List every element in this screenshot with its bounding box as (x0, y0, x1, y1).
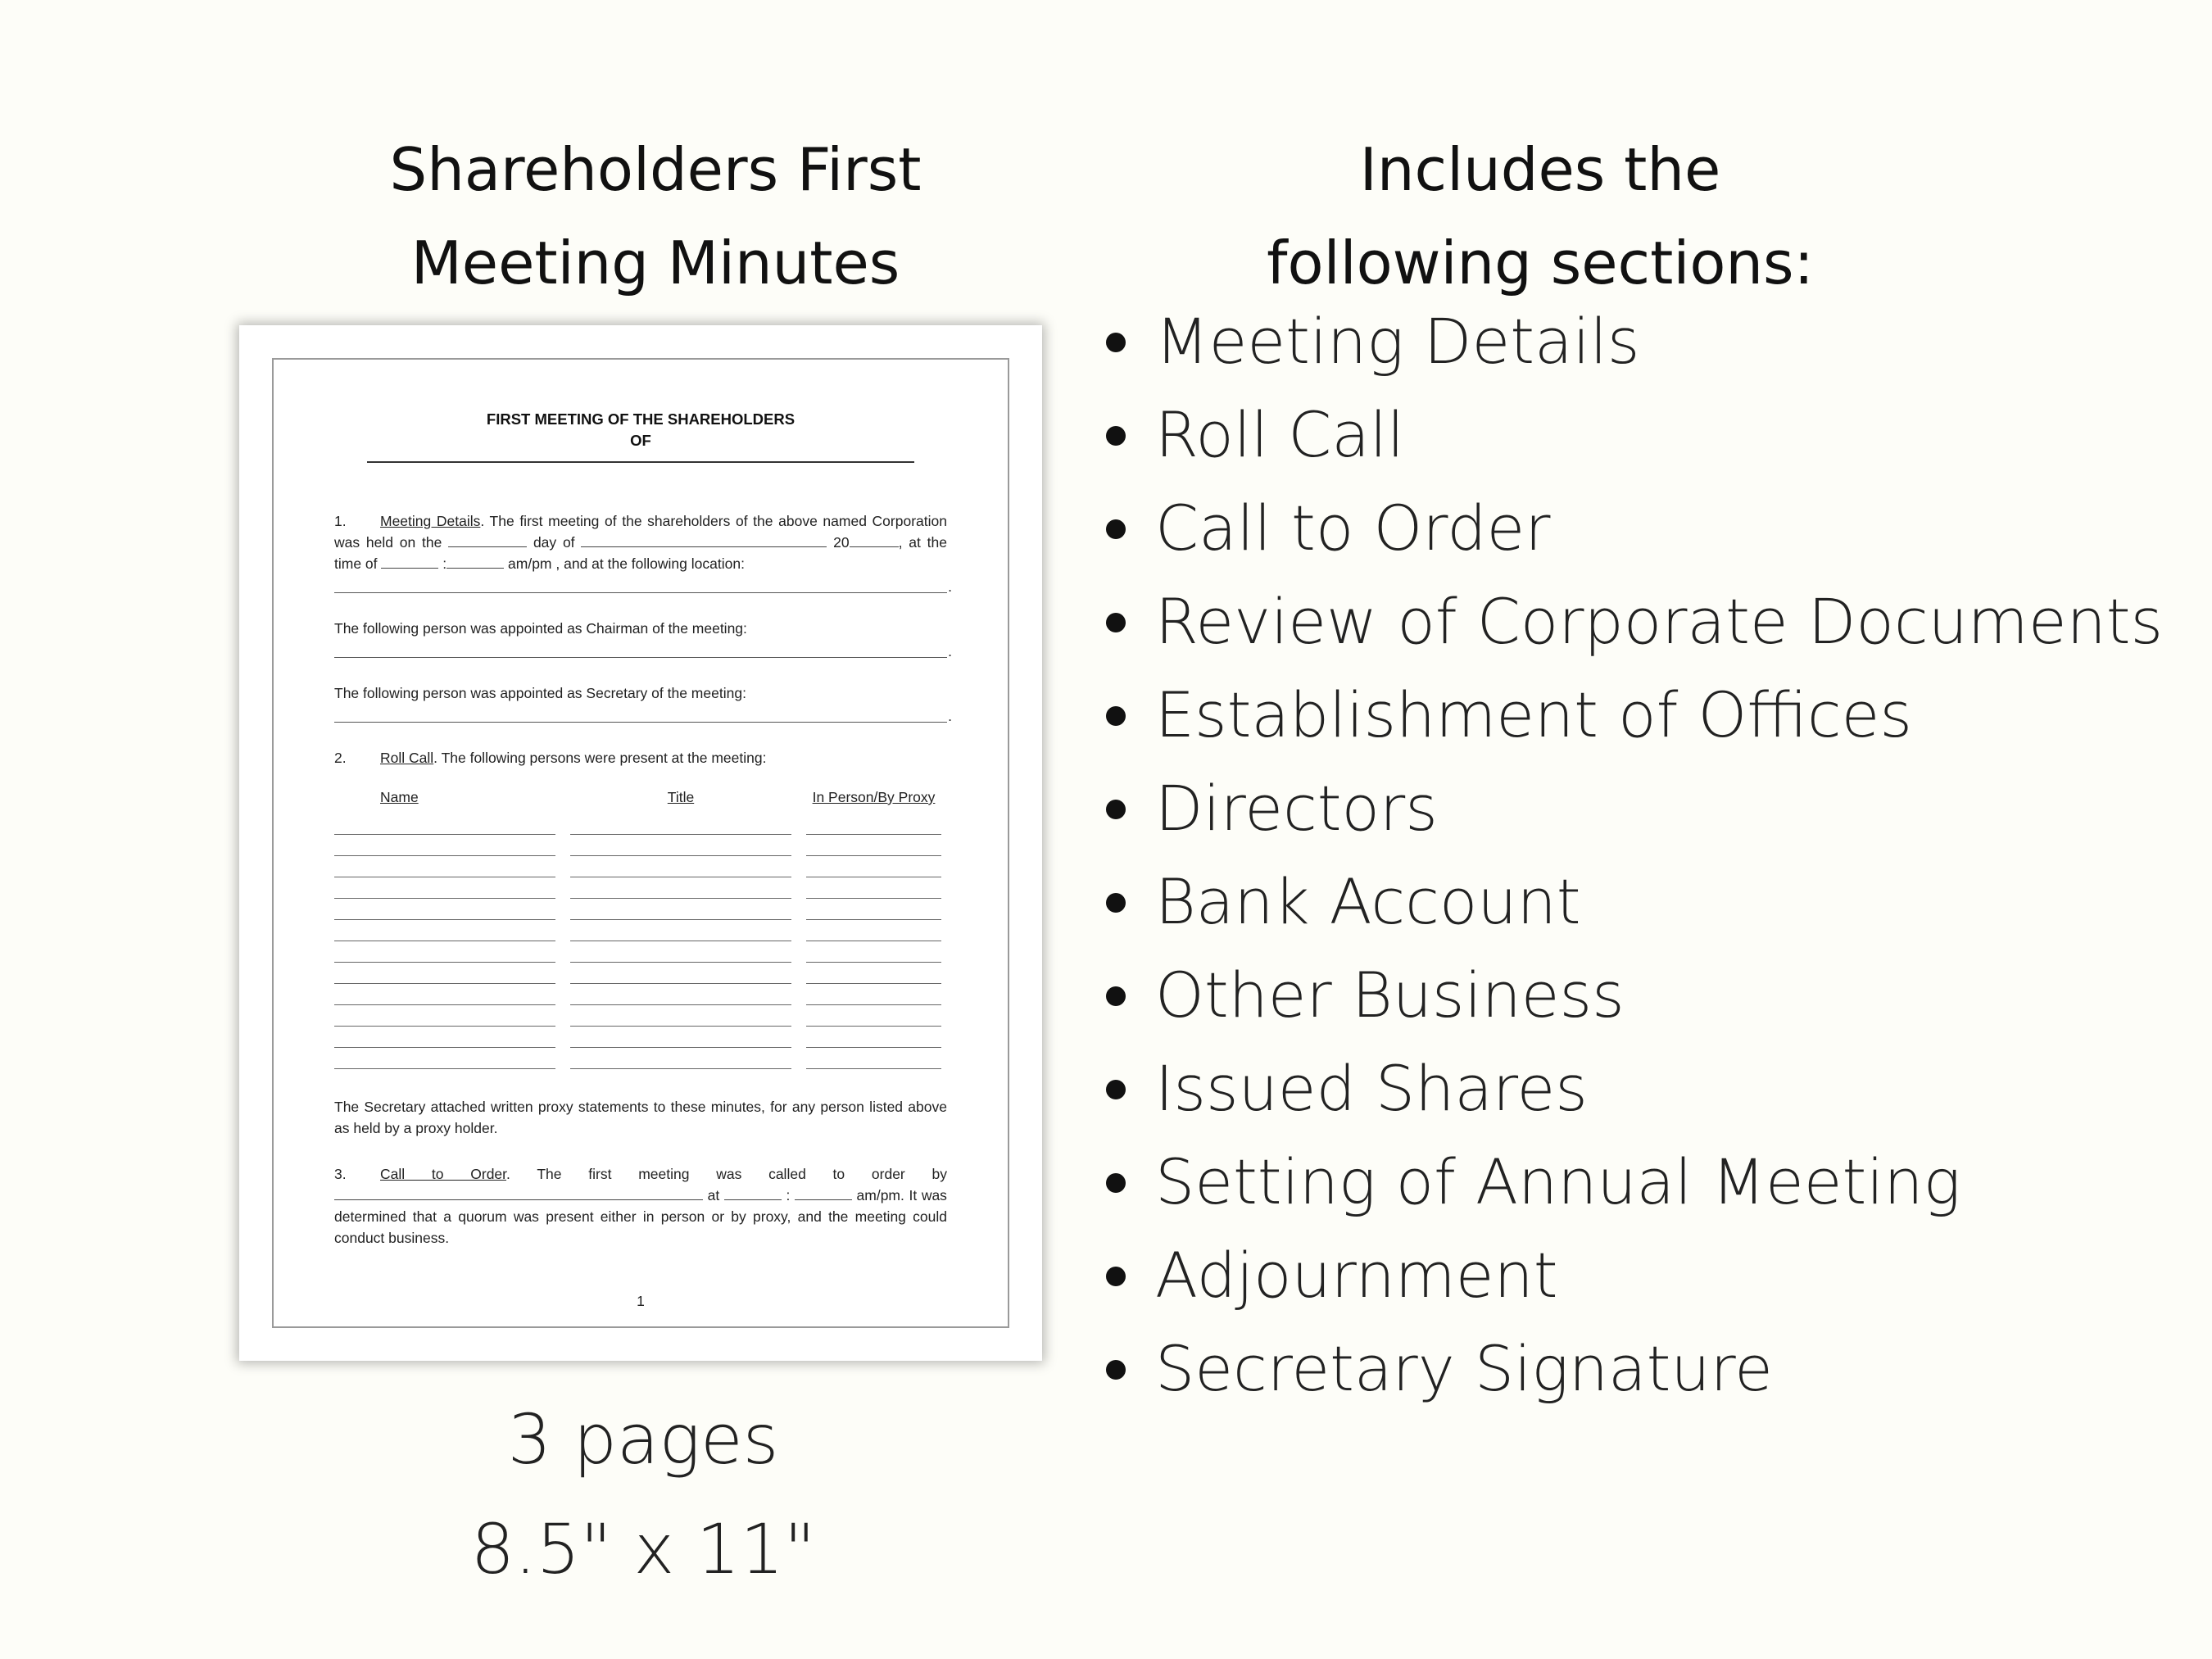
bullet-icon (1106, 1360, 1126, 1380)
column-header-title: Title (667, 789, 695, 805)
product-title (246, 123, 1065, 310)
roll-call-headers (334, 786, 947, 808)
bullet-icon (1106, 426, 1126, 446)
list-item: Call to Order (1098, 482, 2163, 575)
bullet-icon (1106, 1267, 1126, 1286)
hour-blank (381, 555, 438, 569)
minute-blank (795, 1186, 852, 1200)
call-to-order-heading: Call to Order (380, 1166, 507, 1182)
roll-call-table (334, 816, 947, 1072)
table-row (334, 1008, 947, 1029)
table-row (334, 901, 947, 922)
product-title-line-2: Meeting Minutes (410, 229, 900, 297)
table-row (334, 1029, 947, 1050)
table-row (334, 986, 947, 1008)
meeting-details-heading: Meeting Details (380, 513, 481, 529)
table-row (334, 859, 947, 880)
product-title-line-1: Shareholders First (389, 135, 922, 204)
sections-heading-line-1: Includes the (1359, 135, 1721, 204)
table-row (334, 1050, 947, 1072)
bullet-icon (1106, 333, 1126, 352)
bullet-icon (1106, 1173, 1126, 1193)
table-row (334, 880, 947, 901)
list-item: Directors (1098, 762, 2163, 855)
secretary-paragraph: The following person was appointed as Secretary of the meeting: (334, 685, 746, 701)
company-name-blank (367, 461, 914, 463)
table-row (334, 922, 947, 944)
page-number: 1 (637, 1293, 645, 1309)
document-preview (239, 325, 1042, 1361)
column-header-name: Name (380, 789, 419, 805)
list-item: Review of Corporate Documents (1098, 575, 2163, 669)
list-item: Roll Call (1098, 388, 2163, 482)
list-item: Issued Shares (1098, 1042, 2163, 1135)
list-item: Adjournment (1098, 1229, 2163, 1322)
document-title: FIRST MEETING OF THE SHAREHOLDERS OF (486, 410, 796, 449)
document-body (334, 409, 952, 1249)
table-row (334, 837, 947, 859)
list-item: Bank Account (1098, 855, 2163, 949)
column-header-attendance: In Person/By Proxy (812, 789, 936, 805)
table-row (334, 944, 947, 965)
hour-blank (724, 1186, 782, 1200)
list-item: Meeting Details (1098, 295, 2163, 388)
bullet-icon (1106, 519, 1126, 539)
call-to-order-paragraph: 3. Call to Order. The first meeting was called to order by at : am/pm. It was determined that a quorum was present either in person or by proxy, and the meeting could conduct business. (334, 1166, 948, 1246)
table-row (334, 816, 947, 837)
location-blank: . (334, 574, 947, 593)
day-blank (448, 533, 527, 547)
roll-call-heading: Roll Call (380, 750, 434, 766)
list-item: Secretary Signature (1098, 1322, 2163, 1416)
chairman-blank: . (334, 639, 947, 658)
minute-blank (446, 555, 504, 569)
sections-heading-line-2: following sections: (1267, 229, 1814, 297)
bullet-icon (1106, 893, 1126, 913)
list-item: Setting of Annual Meeting (1098, 1135, 2163, 1229)
bullet-icon (1106, 800, 1126, 819)
secretary-blank: . (334, 704, 947, 723)
page-size: 8.5" x 11" (470, 1509, 816, 1589)
called-by-blank (334, 1186, 703, 1200)
chairman-paragraph: The following person was appointed as Chairman of the meeting: (334, 620, 747, 637)
year-blank (850, 533, 899, 547)
page-count: 3 pages (507, 1399, 779, 1480)
list-item: Establishment of Offices (1098, 669, 2163, 762)
bullet-icon (1106, 1080, 1126, 1099)
bullet-icon (1106, 986, 1126, 1006)
bullet-icon (1106, 706, 1126, 726)
proxy-paragraph: The Secretary attached written proxy statements to these minutes, for any person listed above as held by a proxy holder. (334, 1099, 947, 1136)
sections-heading (1147, 123, 1933, 310)
table-row (334, 965, 947, 986)
list-item: Other Business (1098, 949, 2163, 1042)
roll-call-paragraph: 2. Roll Call. The following persons were present at the meeting: (334, 750, 767, 766)
bullet-icon (1106, 613, 1126, 632)
meeting-details-paragraph: 1. Meeting Details. The first meeting of the shareholders of the above named Corporation was held on the day of 20 , at the time of : am/pm , and at the following location: (334, 513, 947, 572)
month-blank (581, 533, 827, 547)
sections-list (1098, 295, 2163, 1416)
